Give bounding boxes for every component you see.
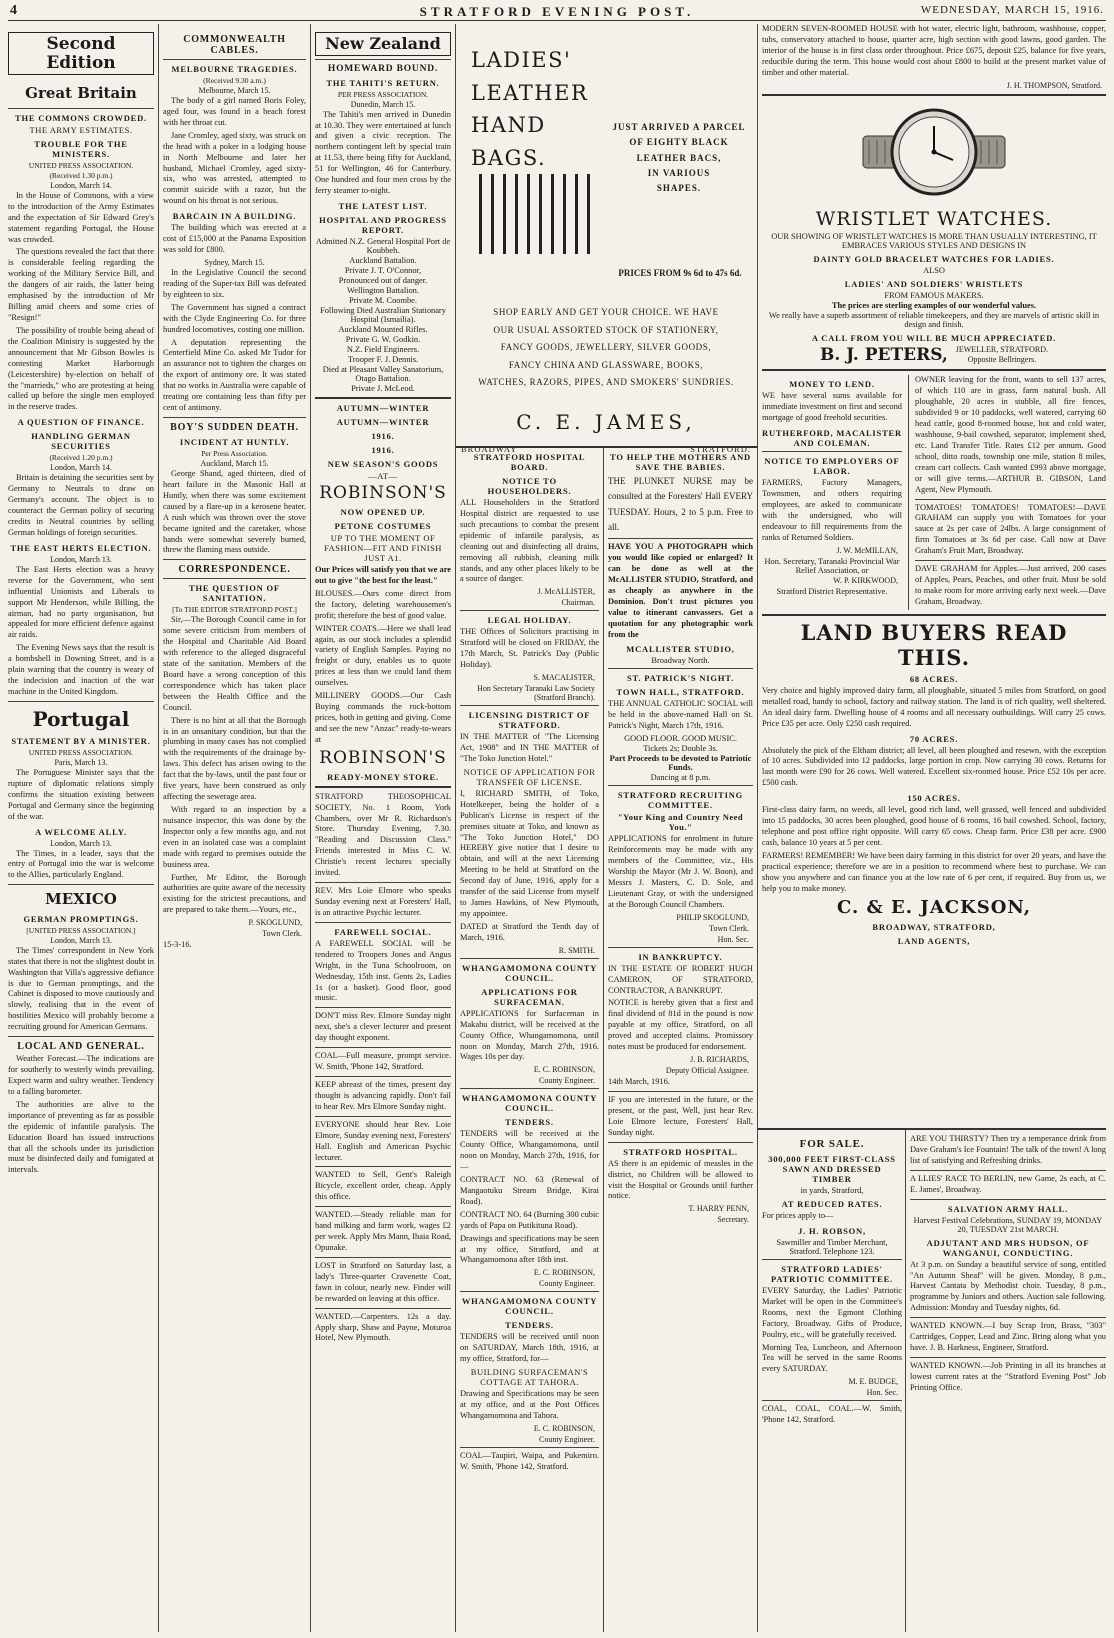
notice-text: APPLICATIONS for Surfaceman in Makahu district, will be received at the County Office, Whangamomona, until noon on Monday, March 27th, 1916. Wages 10s per day. [460,1008,599,1062]
country-heading: Portugal [32,706,130,731]
signature-name: R. SMITH. [558,945,595,955]
country-heading: MEXICO [45,890,117,909]
classified-ad: WANTED KNOWN.—Job Printing in all its branches at lowest current rates at the "Stratford Evening Post" Job Printing Office. [910,1360,1106,1392]
ad-line: FANCY GOODS, JEWELLERY, SILVER GOODS, [500,342,712,353]
signature-name: J. B. RICHARDS, [690,1055,749,1065]
list-item: Private J. T. O'Connor, [344,265,422,275]
notice-text: Drawings and specifications may be seen at my office, Stratford, and at Whangamomona after 18th inst. [460,1233,599,1265]
section-heading: WHANGAMOMONA COUNTY COUNCIL. [461,1093,598,1114]
column-rule [757,24,758,1632]
ad-title [471,44,611,174]
classified-ad: MODERN SEVEN-ROOMED HOUSE with hot water, electric light, bathroom, washhouse, copper, tubs, conservatory attached to house, quarter acre, high section with good lawns, good garden. The interior of the house is in first class order throughout. Price £675, deposit £25, balance for five years, reducible during the term. This house would cost about £800 to build at the present market value of timber and other material. [762,24,1106,77]
notice-text: IN THE MATTER of "The Licensing Act, 1908" and IN THE MATTER of "The Toko Junction Hotel." [460,732,599,763]
notice-text: Drawing and Specifications may be seen at my office, and at the Post Offices Whangamomona and Tahora. [460,1389,599,1421]
news-agency: PER PRESS ASSOCIATION. [337,89,429,99]
ad-line: UP TO THE MOMENT OF FASHION—FIT AND FINISH JUST A1. [324,532,442,563]
section-heading: INCIDENT AT HUNTLY. [179,436,290,447]
section-heading: IN BANKRUPTCY. [638,951,723,962]
property-listing: Absolutely the pick of the Eltham district; all level, all been ploughed and resewn, with the exception of 10 acres. Subdivided into 12 paddocks, large portion in crop. Now carrying 30 cows. Returns for last month were £90 for 26 cows. Well watered. Excellent six-roomed house. Price £52 10s per acre. £500 cash. [762,745,1106,788]
signature-title: County Engineer. [539,1279,595,1289]
column-rule [158,24,159,1632]
ad-line: LADIES' AND SOLDIERS' WRISTLETS [844,278,1024,289]
ad-line: —AT— [368,470,398,481]
article-paragraph: The East Herts election was a heavy reverse for the Government, who sent influential Unionists and Liberals to support Mr Henderson, while Billing, the airman, had no party organisation, but appealed for more efficient defence against air raids. [8,564,154,640]
notice-text: DATED at Stratford the Tenth day of March, 1916. [460,921,599,942]
article-paragraph: In the House of Commons, with a view to the introduction of the Army Estimates and the expectation of Sir Edward Grey's statement regarding Portugal, the House was crowded. [8,190,154,244]
ad-line: AT REDUCED RATES. [781,1199,883,1209]
classified-ad: HAVE YOU A PHOTOGRAPH which you would like copied or enlarged? It can be done as well at the McALLISTER STUDIO, Stratford, and as cheaply as anywhere in the Dominion. Don't trust pictures you value to itinerant canvassers. Get a quotation for any photographic work from the [608,542,753,639]
leather-bags-ad [461,24,751,454]
section-heading: BARCAIN IN A BUILDING. [172,211,297,222]
section-heading: HANDLING GERMAN SECURITIES [31,431,131,452]
article-paragraph: The questions revealed the fact that there is considerable feeling regarding the working of the Military Service Bill, and the dangers of air raids, the latter being emphasised by the introduction of Mr Billing amid cheers and some cries of "Resign!" [8,247,154,323]
signature-name: J. H. THOMPSON, Stratford. [1006,80,1102,90]
ad-line: 1916. [371,444,395,455]
list-item: Following Died Australian Stationary Hospital (Ismailia). [320,305,446,324]
section-heading: NOTICE TO EMPLOYERS OF LABOR. [764,456,900,477]
column-5 [762,24,1106,1124]
column-2 [163,24,306,1632]
country-heading: New Zealand [315,32,451,56]
signature-name: J. H. ROBSON, [798,1225,866,1236]
section-heading: A QUESTION OF FINANCE. [17,417,145,428]
notice-text: IN THE ESTATE OF ROBERT HUGH CAMERON, OF STRATFORD, CONTRACTOR, A BANKRUPT. [608,963,753,995]
signature-name: J. W. McMILLAN, [836,545,898,555]
section-heading: STRATFORD LADIES' PATRIOTIC COMMITTEE. [771,1263,893,1284]
classified-ad: OWNER leaving for the front, wants to sell 137 acres, of which 110 are in grass, farm natural bush. All ploughable, 20 acres in stubble, all fire fences, subdivided 9 or 10 paddocks, well watered, carrying 60 head cattle, good 8-roomed house, hot and cold water, washhouse, 9-bail cowshed, separator, implement shed, etc. Land Transfer Title. Rates £12 per annum. Good school, ditto roads, township one mile, station 8 miles, cream cart collects. Cash wanted £993 above mortgage, or will give terms.—ARTHUR B. GIBSON, Land Agent, New Plymouth. [915,375,1106,494]
notice-text: CONTRACT NO. 63 (Renewal of Mangaotuku Stream Bridge, Kirai Road). [460,1175,599,1206]
section-heading: ST. PATRICK'S NIGHT. [627,673,734,684]
signature-title: Town Clerk. [709,923,749,933]
article-paragraph: Sir,—The Borough Council came in for some severe criticism from members of the Hospital and Charitable Aid Board with reference to the alleged disgraceful state of the sanitation. Members of the Board have a wrong conception of this correspondence which has taken place between the Health Office and the Council. [163,615,306,712]
notice-line: ADJUTANT AND MRS HUDSON, OF WANGANUI, CONDUCTING. [926,1237,1090,1258]
article-paragraph: There is no hint at all that the Borough is in an unsanitary condition, but that the plumbing in many cases has not complied with the requirements of the drainage by-laws. This defect has arisen owing to the fact that the by-laws, until the past four or five years, have been construed as only affecting the sewerage area. [163,715,306,802]
ad-shop-name: B. J. PETERS, [819,345,948,365]
column-5-right [915,375,1106,609]
notice-text: Morning Tea, Luncheon, and Afternoon Tea will be served in the same Rooms every SATURDAY. [762,1342,902,1374]
ad-headline: WRISTLET WATCHES. [815,207,1053,230]
ad-shop-name: ROBINSON'S [319,482,447,503]
ad-line: READY-MONEY STORE. [327,771,439,782]
acreage-heading: 70 ACRES. [909,733,959,744]
list-item: Private G. W. Godkin. [345,334,421,344]
notice-text: EVERY Saturday, the Ladies' Patriotic Market will be open in the Committee's Rooms, next the Egmont Clothing Factory, Broadway. Gifts of Produce, Poultry, etc., will be gratefully received. [762,1285,902,1339]
signature-name: T. HARRY PENN, [688,1204,749,1214]
notice-line: Part Proceeds to be devoted to Patriotic Funds. [609,754,752,773]
section-heading: FAREWELL SOCIAL. [334,926,432,937]
ad-line: WATCHES, RAZORS, PIPES, AND SMOKERS' SUNDRIES. [478,377,734,388]
acreage-heading: 150 ACRES. [907,793,961,804]
signature-title: Stratford District Representative. [776,586,888,596]
signature-name: E. C. ROBINSON, [533,1065,595,1075]
section-subheading: NOTICE OF APPLICATION FOR TRANSFER OF LICENSE. [463,766,596,787]
article-paragraph: The Government has signed a contract with the Clyde Engineering Co. for three hundred locomotives, costing one million. [163,302,306,334]
ad-line: PETONE COSTUMES [334,520,432,531]
section-heading: TENDERS. [505,1117,554,1128]
list-item: Auckland Battalion. [349,255,417,265]
section-heading: THE LATEST LIST. [338,200,428,211]
classified-ad: A FAREWELL SOCIAL will be tendered to Troopers Jones and Angus Wright, in the Tuna Schoolroom, on Wednesday, 15th inst. Gents 2s, Ladies 1s (or a basket). Good floor, good music. [315,938,451,1003]
country-heading: Great Britain [25,84,137,103]
ad-line: We really have a superb assortment of reliable timekeepers, and they are marvels of artistic skill in design and finish. [768,310,1100,329]
signature-name: RUTHERFORD, MACALISTER AND COLEMAN. [762,428,902,449]
notice-text: AS there is an epidemic of measles in the district, no Children will be allowed to visit the Hospital or Grounds until further notice. [608,1158,753,1201]
notice-text: I, RICHARD SMITH, of Toko, Hotelkeeper, being the holder of a Publican's License in respect of the premises situate at Toko, and known as "The Toko Junction Hotel," DO HEREBY give notice that I desire to obtain, and will at the next Licensing Meeting to be held at Stratford on the Second day of June, 1916, apply for a transfer of the said License from myself to James Hawkins, of New Plymouth, my appointee. [460,788,599,918]
robinsons-ad [315,403,451,782]
casualty-list [315,237,451,393]
dateline: Auckland, March 15. [200,458,269,468]
received-time: (Received 9.30 a.m.) [203,76,266,85]
notice-date: 14th March, 1916. [608,1077,670,1087]
classified-ad: A LLIES' RACE TO BERLIN, new Game, 2s each, at C. E. James', Broadway. [910,1173,1106,1194]
signature-title: Town Clerk. [262,929,302,939]
section-heading: BOY'S SUDDEN DEATH. [170,421,299,433]
dateline: London, March 13. [50,838,112,848]
issue-date: WEDNESDAY, MARCH 15, 1916. [920,4,1104,16]
column-5b [910,1134,1106,1632]
property-listing: Very choice and highly improved dairy farm, all ploughable, situated 5 miles from Stratford, on good metalled road, handy to school, factory and railway station. The land is of rich quality, well sheltered. An ideal dairy farm. Dwelling house of 4 rooms and all necessary outbuildings. Will carry 25 cows. Price £35 per acre. Only £250 cash required. [762,685,1106,728]
list-item: Private M. Coombe. [349,295,417,305]
ad-line: OF EIGHTY BLACK [629,137,729,148]
article-paragraph: George Shand, aged thirteen, died of heart failure in the Masonic Hall at Huntly, when there was some excitement caused by a flare-up in a kerosene heater. A rush which was thrown over the stove became ignited and the caretaker, whose hands were somewhat severely burned, threw the flaming mass outside. [163,468,306,555]
notice-text: CONTRACT NO. 64 (Burning 300 cubic yards of Papa on Putikituna Road). [460,1209,599,1230]
jeweller-signature [762,345,1106,366]
received-time: (Received 1.30 p.m.) [49,170,113,180]
signature-title: Hon. Secretary, Taranaki Provincial War Relief Association, or [764,556,900,575]
ad-line: JUST ARRIVED A PARCEL [612,122,746,132]
ad-line: OUR USUAL ASSORTED STOCK OF STATIONERY, [493,324,719,335]
dateline: Paris, March 13. [54,757,108,767]
ad-line: LAND AGENTS, [897,935,971,946]
classified-ad: COAL, COAL, COAL.—W. Smith, 'Phone 142, Stratford. [762,1404,902,1425]
classified-ad: COAL—Full measure, prompt service. W. Smith, 'Phone 142, Stratford. [315,1051,451,1072]
article-paragraph: The Evening News says that the result is a bombshell in Downing Street, and is a plain warning that the country is weary of the indecision and inaction of the war machine in the United Kingdom. [8,643,154,696]
edition-heading: Second Edition [8,32,154,75]
signature-name: E. C. ROBINSON, [533,1423,595,1433]
signature-name: M. E. BUDGE, [848,1377,898,1387]
notice-text: At 3 p.m. on Sunday a beautiful service of song, entitled "An Autumn Sheaf" will be given. Monday, 8 p.m., Harvest Cantata by Methodist choir. Tuesday, 8 p.m., programme by Juniors and others. Auction sale following. Admission: Monday and Tuesday nights, 6d. [910,1259,1106,1313]
classified-ad: WANTED KNOWN.—I buy Scrap Iron, Brass, "303" Cartridges, Copper, Lead and Zinc. Bring along what you have. J. B. Harkness, Engineer, Stratford. [910,1321,1106,1353]
ad-title-line: BAGS. [471,145,547,170]
column-1 [8,24,154,1632]
section-heading: THE QUESTION OF SANITATION. [189,583,280,604]
section-heading: STRATFORD HOSPITAL. [623,1146,738,1157]
notice-text: THE ANNUAL CATHOLIC SOCIAL will be held in the above-named Hall on St. Patrick's Night, March 17th, 1916. [608,699,753,731]
classified-ad: IF you are interested in the future, or the present, or the past, Well, just hear Rev. Loie Elmore lecture, Foresters' Hall, Sunday night. [608,1095,753,1137]
ad-line: NOW OPENED UP. [340,506,426,517]
classified-ad: REV. Mrs Loie Elmore who speaks Sunday evening next at Foresters' Hall, is an attractive Psychic lecturer. [315,886,451,917]
property-listing: FARMERS! REMEMBER! We have been dairy farming in this district for over 20 years, and have the practical experience; therefore we are in a position to recommend where best to purchase. We can show you anywhere and can finance you at the low rate of 6 per cent, if required. Buy from us, we help you to make money. [762,850,1106,893]
dateline: London, March 14. [50,463,112,473]
ad-paragraph: Our Prices will satisfy you that we are out to give "the best for the least." [315,564,451,585]
ad-line: SHAPES. [656,183,702,194]
signature-name: S. MACALISTER, [533,673,595,683]
section-heading: STATEMENT BY A MINISTER. [11,735,151,746]
section-subheading: BUILDING SURFACEMAN'S COTTAGE AT TAHORA. [470,1367,589,1388]
notice-line: Dancing at 8 p.m. [650,773,711,783]
ad-body [461,304,751,392]
ad-line: JEWELLER, STRATFORD. [955,344,1049,354]
article-paragraph: The possibility of trouble being ahead of the Coalition Ministry is suggested by the announcement that Mr Gibson Bowles is contesting Market Harborough (Leicestershire) by-election on behalf of the "marrieds," who are protesting at being called up before the single men employed in the reserve trades. [8,325,154,412]
article-paragraph: The Times' correspondent in New York states that there is not the slightest doubt in Washington that Villa's aggressive defiance is due to German promptings, and the Cabinet is disposed to move cautiously and slowly, realising that in the event of hostilities Mexico will probably become a recruiting ground for American Germans. [8,945,154,1032]
notice-line: Harvest Festival Celebrations, SUNDAY 19, MONDAY 20, TUESDAY 21st MARCH. [913,1215,1103,1234]
ad-line: SHOP EARLY AND GET YOUR CHOICE. WE HAVE [493,307,719,317]
ad-address: BROADWAY, STRATFORD, [872,921,996,932]
ad-shop-name: ROBINSON'S [319,747,447,768]
list-item: Died at Pleasant Valley Sanatorium, Otago Battalion. [322,364,444,383]
dateline: Sydney, March 15. [204,257,265,267]
section-heading: NOTICE TO HOUSEHOLDERS. [487,476,572,496]
notice-text: TENDERS will be received until noon on SATURDAY, March 18th, 1916, at my office, Stratford, for— [460,1332,599,1364]
ad-address-street: BROADWAY [461,444,518,454]
decorative-bars [471,174,601,254]
section-heading: FOR SALE. [799,1138,865,1150]
masthead [8,2,1106,21]
ad-line: 300,000 FEET FIRST-CLASS SAWN AND DRESSED TIMBER [768,1154,896,1184]
column-4b [608,448,753,1632]
section-heading: WHANGAMOMONA COUNTY COUNCIL. [461,962,598,983]
list-item: Auckland Mounted Rifles. [338,324,428,334]
signature-title: Hon. Sec. [866,1388,898,1398]
signature-name: W. P. KIRKWOOD, [833,575,898,585]
news-agency: UNITED PRESS ASSOCIATION. [28,160,134,170]
list-item: Trooper F. J. Dennis. [347,354,419,364]
section-heading: MELBOURNE TRAGEDIES. [171,64,298,74]
section-heading: GERMAN PROMPTINGS. [23,913,139,924]
editor-address: [To THE EDITOR STRATFORD POST.] [172,605,297,615]
signature-name: P. SKOGLUND, [248,918,302,928]
section-heading: LICENSING DISTRICT OF STRATFORD. [468,710,591,731]
column-5-split [762,375,1106,609]
classified-ad: WANTED to Sell, Gent's Raleigh Bicycle, excellent order, cheap. Apply this office. [315,1170,451,1202]
section-heading: WHANGAMOMONA COUNTY COUNCIL. [461,1296,598,1317]
notice-text: ALL Householders in the Stratford Hospital district are requested to use such precautions to combat the present epidemic of infantile paralysis, as cleaning out and disinfecting all drains, removing all rubbish, cleaning milk stands, and any other places likely to be a source of danger. [460,498,599,584]
ad-paragraph: BLOUSES.—Ours come direct from the factory, deleting warehousemen's profit; therefore the best of good value. [315,588,451,620]
ad-shop-name: C. & E. JACKSON, [836,896,1031,918]
news-agency: UNITED PRESS ASSOCIATION. [28,747,134,757]
article-paragraph: A deputation representing the Centerfield Mine Co. asked Mr Tudor for an assurance not to tighten the charges on the export of antimony ore. It was stated that no works in Australia were capable of treating ore containing less than fifty per cent of antimony. [163,337,306,413]
ad-line: The prices are sterling examples of our wonderful values. [831,300,1037,310]
column-5-left [762,375,902,609]
signature-name: PHILIP SKOGLUND, [676,912,749,922]
signature-name: E. C. ROBINSON, [533,1268,595,1278]
classified-ad: LOST in Stratford on Saturday last, a lady's Three-quarter Cravenette Coat, fawn in colour, nearly new. Finder will be rewarded on leaving at this office. [315,1260,451,1303]
news-agency: Per Press Association. [201,448,268,458]
signature-title: Deputy Official Assignee. [665,1066,749,1076]
column-rule [455,24,456,1632]
section-heading: TOWN HALL, STRATFORD. [616,687,745,698]
section-heading: HOMEWARD BOUND. [327,63,439,74]
classified-ad: COAL—Taupiri, Waipa, and Pukemiro. W. Smith, 'Phone 142, Stratford. [460,1450,599,1471]
classified-ad: EVERYONE should hear Rev. Loie Elmore, Sunday evening next, Foresters' Hall. English and American Psychic lecturer. [315,1119,451,1162]
classified-ad: DON'T miss Rev. Elmore Sunday night next, she's a clever lecturer and present day thought exponent. [315,1011,451,1043]
section-heading: THE COMMONS CROWDED. [15,112,147,123]
column-4a [460,448,599,1632]
dateline: London, March 14. [50,180,112,190]
ad-address: Opposite Bellringers. [967,355,1037,364]
list-item: Admitted N.Z. General Hospital Port de Koubbeh. [315,236,451,255]
ad-address-town: STRATFORD. [690,444,751,454]
signature-title: County Engineer. [539,1076,595,1086]
section-heading: THE EAST HERTS ELECTION. [10,542,152,553]
section-heading: TROUBLE FOR THE MINISTERS. [34,138,128,159]
list-item: Wellington Battalion. [347,285,419,295]
dateline: Dunedin, March 15. [350,99,416,109]
section-heading: COMMONWEALTH CABLES. [183,34,286,56]
notice-text: THE Offices of Solicitors practising in Stratford will be closed on FRIDAY, the 17th March, St. Patrick's Day (Public Holiday). [460,627,599,670]
section-heading: STRATFORD RECRUITING COMMITTEE. [617,790,744,811]
article-paragraph: Britain is detaining the securities sent by Germany to Neutrals to draw on Germany's account. The object is to counteract the German policy of securing credits in Neutral countries by selling German holdings of foreign securities. [8,473,154,537]
ad-line: DAINTY GOLD BRACELET WATCHES FOR LADIES. [813,253,1055,264]
article-paragraph: In the Legislative Council the second reading of the Super-tax Bill was defeated by eighteen to six. [163,267,306,299]
column-rule [603,448,604,1632]
ad-title-line: LADIES' [471,48,572,72]
news-agency: [UNITED PRESS ASSOCIATION.] [26,925,136,935]
article-paragraph: Weather Forecast.—The indications are for southerly to westerly winds prevailing. Expect warm and sultry weather. Tendency to a falling barometer. [8,1054,154,1096]
section-heading: TENDERS. [505,1320,554,1331]
page-number: 4 [10,3,17,18]
received-time: (Received 1.20 p.m.) [49,453,113,463]
article-paragraph: The Times, in a leader, says that the entry of Portugal into the war is welcome to the Allies, particularly England. [8,848,154,880]
column-rule [905,1130,906,1632]
section-heading: APPLICATIONS FOR SURFACEMAN. [481,986,578,1007]
ad-line: ALSO [923,265,945,275]
wristwatch-icon [859,100,1009,204]
section-subheading: THE ARMY ESTIMATES. [29,124,133,135]
dateline: London, March 13. [50,554,112,564]
classified-ad: STRATFORD THEOSOPHICAL SOCIETY, No. 1 Room, York Chambers, over Mr R. Richardson's Store. Thursday Evening, 7.30. "Reading and Discussion Class." Friends interested in Miss C. W. Christie's recent lectures specially invited. [315,791,451,878]
letter-date: 15-3-16. [163,940,192,950]
ad-paragraph: MILLINERY GOODS.—Our Cash Buying commands the rock-bottom prices, both in getting and giving. Come and see the new "Anzac" ready-to-wears at [315,691,451,744]
dateline: Melbourne, March 15. [198,86,271,95]
ad-line: IN VARIOUS [647,167,711,178]
column-5a [762,1134,902,1632]
notice-line: Tickets 2s; Double 3s. [643,744,718,754]
section-heading: HOSPITAL AND PROGRESS REPORT. [319,214,447,235]
column-rule [310,24,311,1632]
list-item: Pronounced out of danger. [338,275,428,285]
signature-title: County Engineer. [539,1434,595,1444]
column-3 [315,24,451,1632]
notice-line: GOOD FLOOR. GOOD MUSIC. [624,734,737,744]
ad-line: in yards, Stratford, [800,1186,864,1195]
notice-text: FARMERS, Factory Managers, Townsmen, and others requiring employees, are asked to communicate with the undersigned, who will endeavour to fill requirements from the ranks of Returned Soldiers. [762,478,902,542]
notice-text: WE have several sums available for immediate investment on first and second mortgage of good freehold securities. [762,391,902,423]
section-heading: MONEY TO LEND. [789,379,875,390]
section-heading: A WELCOME ALLY. [35,826,127,837]
list-item: Private J. McLeod. [351,383,415,393]
ad-announcement [609,120,749,196]
ad-price: PRICES FROM 9s 6d to 47s 6d. [618,268,742,278]
ad-title-line: HAND [471,113,546,138]
ad-line: AUTUMN—WINTER [336,402,430,413]
ad-headline: LAND BUYERS READ THIS. [800,619,1068,670]
ad-line: FROM FAMOUS MAKERS. [884,290,984,300]
article-paragraph: The authorities are alive to the importance of preventing as far as possible the epidemic of infantile paralysis. The Education Board has issued instructions that all the schools under its jurisdiction must be disinfected daily and fumigated at intervals. [8,1099,154,1175]
signature-name: J. McALLISTER, [537,587,595,597]
classified-ad: ARE YOU THIRSTY? Then try a temperance drink from Dave Graham's Ice Fountain! The talk of the town! A long list of satisfying and Refreshing drinks. [910,1134,1106,1165]
signature-title: Sawmiller and Timber Merchant, Stratford. Telephone 123. [776,1237,888,1256]
classified-ad: WANTED.—Carpenters. 12s a day. Apply sharp, Shaw and Payne, Moturoa Hotel, New Plymouth. [315,1311,451,1343]
signature-title: Hon Secretary Taranaki Law Society (Stratford Branch). [477,684,595,703]
classified-ad: KEEP abreast of the times, present day thought is advancing rapidly. Don't fail to hear Rev. Mrs Elmore Sunday night. [315,1080,451,1111]
dateline: London, March 13. [50,935,112,945]
section-heading: LOCAL AND GENERAL. [17,1041,145,1053]
notice-text: THE PLUNKET NURSE may be consulted at the Foresters' Hall EVERY TUESDAY. Hours, 2 to 5 p.m. Free to all. [608,476,753,532]
section-heading: LEGAL HOLIDAY. [487,615,572,626]
signature-title: Chairman. [561,598,595,608]
ad-address: Broadway North. [651,656,710,666]
section-heading: STRATFORD HOSPITAL BOARD. [473,452,586,472]
ad-line: AUTUMN—WINTER [336,416,430,427]
notice-text: NOTICE is hereby given that a first and final dividend of 81d in the pound is now payable at my office, Stratford, on all proved and accepted claims. Promissory notes must be produced for endorsement. [608,998,753,1052]
article-paragraph: The Portuguese Minister says that the rupture of diplomatic relations simply confirms the situation existing between Portugal and Germany since the beginning of the war. [8,767,154,821]
ad-line: FANCY CHINA AND GLASSWARE, BOOKS, [508,359,704,370]
section-subheading: "Your King and Country Need You." [617,812,744,833]
article-paragraph: The Tahiti's men arrived in Dunedin at 10.30. They were entertained at lunch and given a civic reception. The northern contingent left by special train at 11.53, there being fifty for Auckland, 51 for Wellington, 46 for Canterbury. One hundred and four men cross by the ferry steamer to-night. [315,109,451,196]
ad-line: 1916. [371,430,395,441]
ad-line: OUR SHOWING OF WRISTLET WATCHES IS MORE THAN USUALLY INTERESTING, IT EMBRACES VARIOUS STYLES AND DESIGNS IN [771,231,1097,250]
signature-title: Hon. Sec. [717,934,749,944]
property-listing: First-class dairy farm, no weeds, all level, good rich land, well grassed, well fenced and subdivided into 15 paddocks, 30 acres been ploughed, good house of 6 rooms, 16 bail cowshed. School, factory, telephone and post office right opposite. Will carry 65 cows. Cheap farm. Price £38 per acre. £900 cash, balance 10 years at 5 per cent. [762,805,1106,847]
classified-ad: DAVE GRAHAM for Apples.—Just arrived, 200 cases of Apples, Pears, Peaches, and other fruit. Must be sold to make room for more arriving early next week.—Dave Graham, Broadway. [915,564,1106,606]
ad-line: For prices apply to— [762,1211,834,1220]
ad-line: NEW SEASON'S GOODS [327,458,439,469]
article-paragraph: Jane Cromley, aged sixty, was struck on the head with a poker in a lodging house in North Melbourne and later her husband, Michael Cromley, aged sixty-six, who was arrested, attempted to commit suicide with a razor, but the wound on his throat is not serious. [163,130,306,206]
section-heading: TO HELP THE MOTHERS AND SAVE THE BABIES. [610,452,751,472]
section-rule [758,1128,1106,1130]
section-heading: SALVATION ARMY HALL. [947,1203,1069,1214]
classified-ad: TOMATOES! TOMATOES! TOMATOES!—DAVE GRAHAM can supply you with Tomatoes for your sauce at 2s per case of 24lbs. A large consignment of firm Tomatoes at 3s 6d per case. Call now at Dave Graham's Fruit Mart, Broadway. [915,502,1106,556]
article-paragraph: The body of a girl named Boris Foley, aged four, was found in a beach forest with her throat cut. [163,96,306,127]
ad-shop-name: C. E. JAMES, [516,410,696,434]
ad-paragraph: WINTER COATS.—Here we shall lead again, as our stock includes a splendid variety of English Samples. Paying no freight or duty, enables us to quote prices at less than we could land them ourselves. [315,623,451,688]
notice-text: TENDERS will be received at the County Office, Whangamomona, until noon on Monday, March 27th, 1916, for— [460,1129,599,1172]
classified-ad: WANTED.—Steady reliable man for hand milking and farm work, wages £2 per week. Apply Mrs Mann, Ihaia Road, Opunake. [315,1210,451,1252]
section-heading: CORRESPONDENCE. [178,564,291,576]
section-heading: THE TAHITI'S RETURN. [326,77,440,88]
paper-title: STRATFORD EVENING POST. [419,4,695,19]
list-item: N.Z. Field Engineers. [346,344,420,354]
signature-title: Secretary. [717,1215,749,1225]
article-paragraph: Further, Mr Editor, the Borough authorities are quite aware of the necessity existing for the strictest precautions, and are prepared to take them.—Yours, etc., [163,872,306,915]
ad-shop-name: MCALLISTER STUDIO, [626,644,735,655]
article-paragraph: With regard to an inspection by a nuisance inspector, this was done by the Inspector only a few months ago, and not even in an isolated case was a complaint made with regard to premises outside the business area. [163,805,306,869]
notice-text: APPLICATIONS for enrolment in future Reinforcements may be made with any members of the Committee, viz., His Worship the Mayor (Mr J. W. Boon), and Messrs J. Masters, C. D. Sole, and Lieutenant Gray, or with the undersigned at the Borough Council Chambers. [608,834,753,909]
ad-title-line: LEATHER [471,80,589,105]
article-paragraph: The building which was erected at a cost of £15,000 at the Panama Exposition was sold for £800. [163,223,306,255]
ad-line: LEATHER BACS, [636,152,722,163]
acreage-heading: 68 ACRES. [909,673,959,684]
ad-line: A CALL FROM YOU WILL BE MUCH APPRECIATED. [811,332,1057,343]
